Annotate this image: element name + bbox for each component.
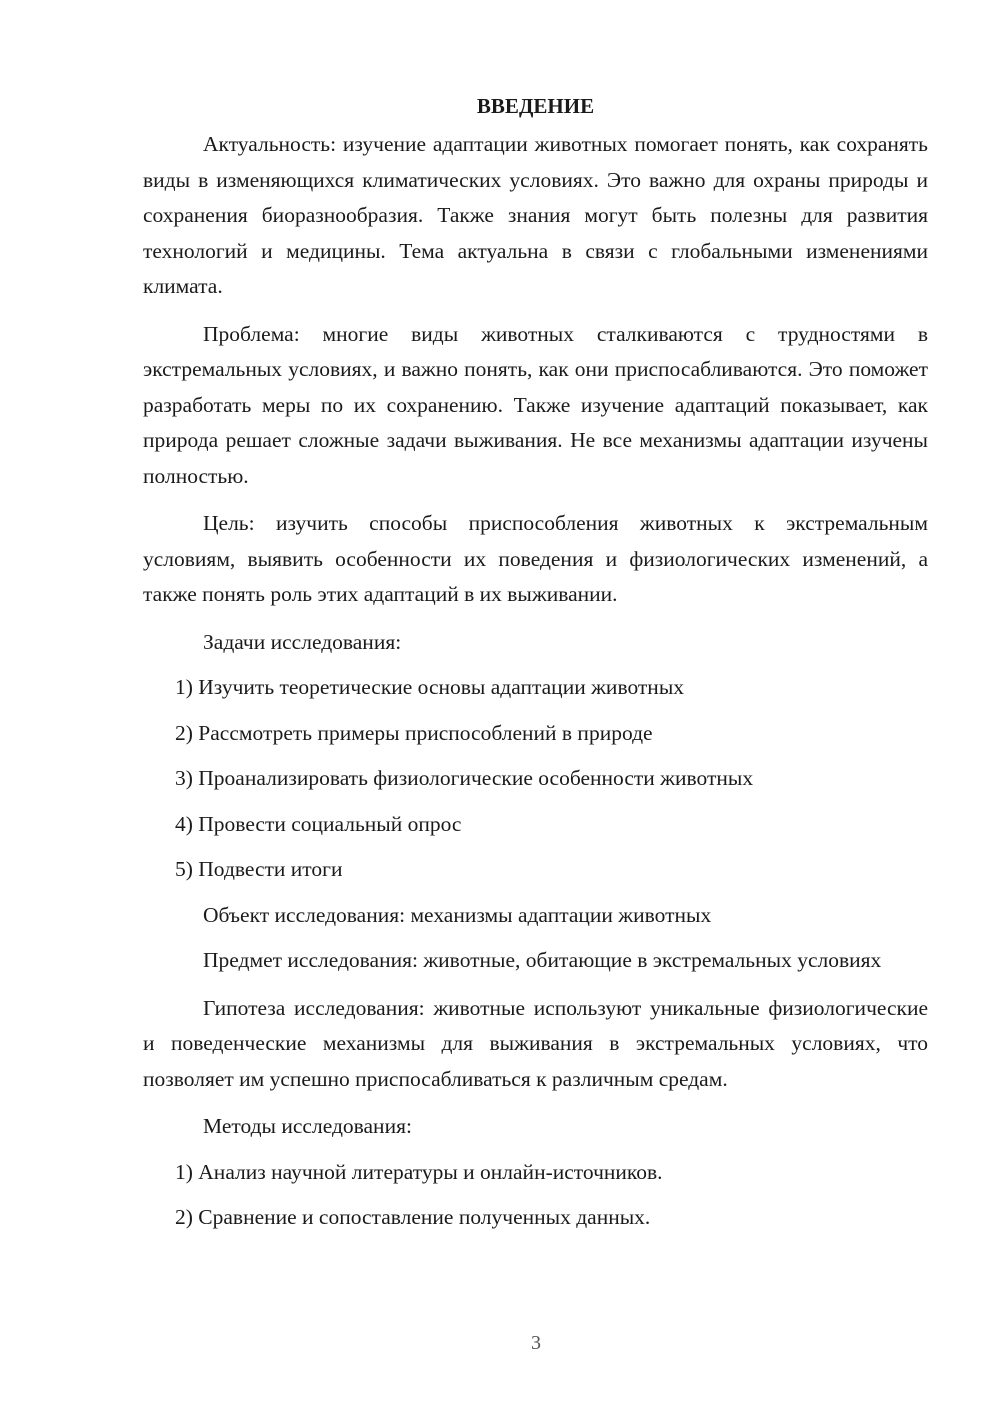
list-item: 3) Проанализировать физиологические особенности животных	[175, 766, 754, 790]
list-item: 1) Анализ научной литературы и онлайн-источников.	[175, 1159, 663, 1184]
document-page	[143, 92, 928, 1246]
page-title: ВВЕДЕНИЕ	[476, 94, 595, 118]
relevance-paragraph: Актуальность: изучение адаптации животных помогает понять, как сохранять виды в изменяющихся климатических условиях. Это важно для охраны природы и сохранения биоразнообразия. Также знания могут быть полезны для развития технологий и медицины. Тема актуальна в связи с глобальными изменениями климата.	[143, 132, 928, 298]
problem-paragraph: Проблема: многие виды животных сталкиваются с трудностями в экстремальных условиях, и важно понять, как они приспосабливаются. Это поможет разработать меры по их сохранению. Также изучение адаптаций показывает, как природа решает сложные задачи выживания. Не все механизмы адаптации изучены полностью.	[143, 321, 928, 488]
tasks-heading: Задачи исследования:	[203, 629, 402, 654]
object-paragraph: Объект исследования: механизмы адаптации животных	[203, 902, 712, 927]
methods-heading: Методы исследования:	[203, 1114, 412, 1138]
list-item: 4) Провести социальный опрос	[175, 811, 462, 836]
list-item: 1) Изучить теоретические основы адаптации животных	[175, 675, 685, 699]
page-number: 3	[531, 1332, 541, 1354]
tasks-list	[143, 670, 928, 888]
subject-paragraph: Предмет исследования: животные, обитающие в экстремальных условиях	[203, 948, 882, 972]
list-item: 2) Сравнение и сопоставление полученных данных.	[175, 1205, 651, 1229]
goal-paragraph: Цель: изучить способы приспособления животных к экстремальным условиям, выявить особенности их поведения и физиологических изменений, а также понять роль этих адаптаций в их выживании.	[143, 511, 928, 606]
list-item: 2) Рассмотреть примеры приспособлений в природе	[175, 720, 653, 745]
list-item: 5) Подвести итоги	[175, 857, 343, 881]
hypothesis-paragraph: Гипотеза исследования: животные используют уникальные физиологические и поведенческие механизмы для выживания в экстремальных условиях, что позволяет им успешно приспосабливаться к различным средам.	[143, 995, 928, 1091]
methods-list	[143, 1155, 928, 1236]
